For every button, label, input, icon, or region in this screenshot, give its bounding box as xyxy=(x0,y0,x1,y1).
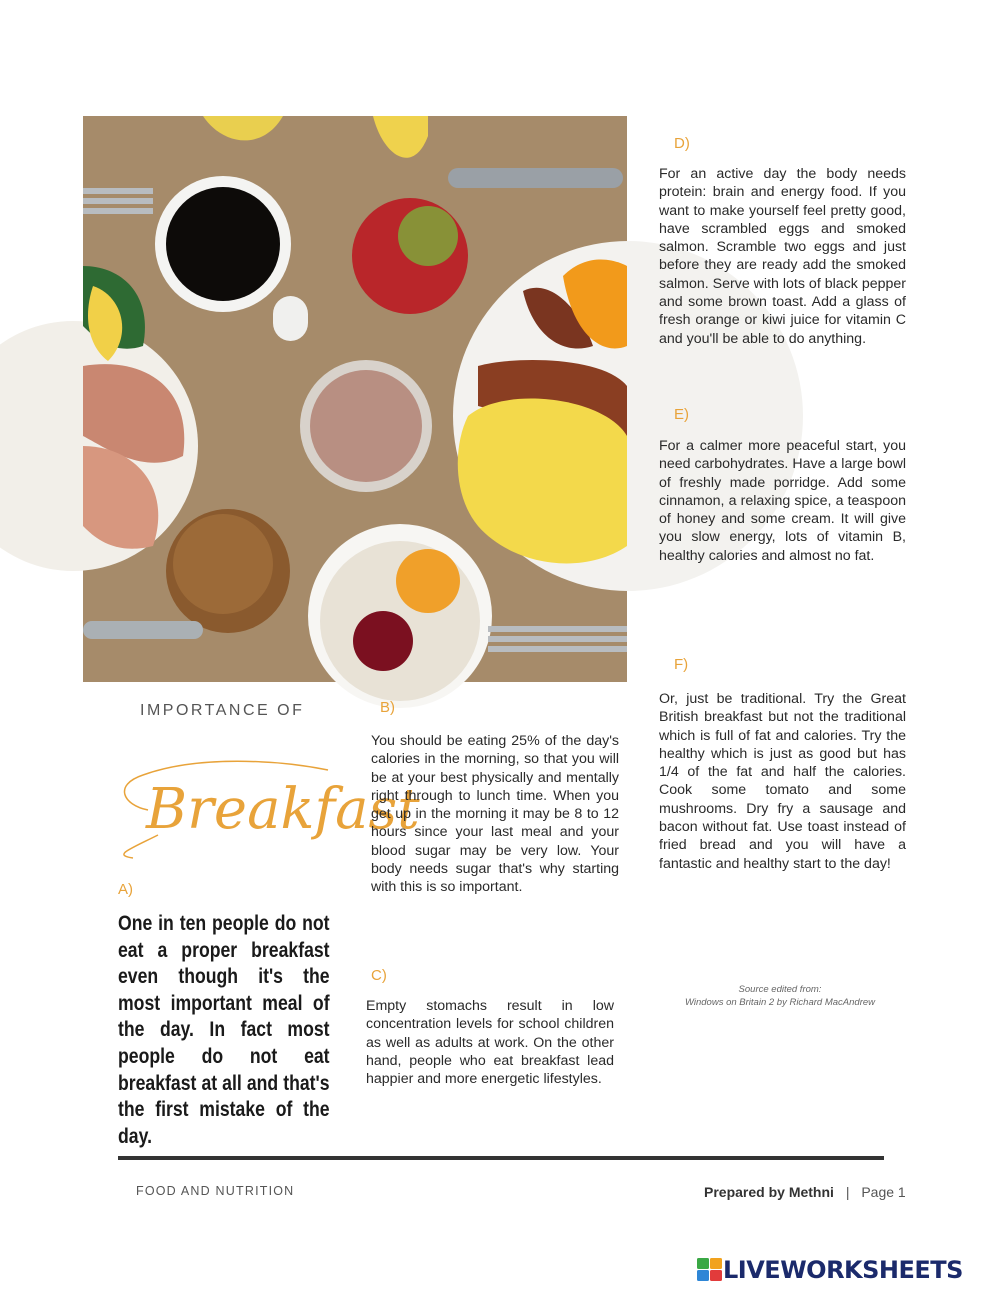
breakfast-script-title xyxy=(118,730,420,860)
section-e-label: E) xyxy=(674,406,689,423)
heading-importance-of: IMPORTANCE OF xyxy=(140,702,305,719)
section-f-label: F) xyxy=(674,656,689,673)
liveworksheets-text: LIVEWORKSHEETS xyxy=(723,1256,963,1284)
footer-separator: | xyxy=(845,1184,850,1200)
source-credit xyxy=(655,983,905,1009)
footer-divider xyxy=(118,1156,884,1160)
footer-prepared-by: Prepared by Methni xyxy=(704,1184,834,1200)
section-f-text: Or, just be traditional. Try the Great British breakfast but not the traditional which is full of fat and calories. Try the healthy which is just as good but has 1/4 of the fat and half the calories. Cook some tomato and some mushrooms. Dry fry a sausage and bacon without fat. Use toast instead of fried bread and you will have a fantastic and healthy start to the day! xyxy=(659,691,906,872)
footer-page-info xyxy=(704,1184,906,1200)
footer-subject: FOOD AND NUTRITION xyxy=(136,1184,295,1198)
section-c-text: Empty stomachs result in low concentration levels for school children as well as adults at work. On the other hand, people who eat breakfast lead happier and more energetic lifestyles. xyxy=(366,998,614,1088)
section-a-text: One in ten people do not eat a proper breakfast even though it's the most important meal of the day. In fact most people do not eat breakfast at all and that's the first mistake of the day. xyxy=(118,911,330,1148)
liveworksheets-brand[interactable] xyxy=(697,1255,963,1285)
section-a xyxy=(118,910,330,1149)
breakfast-photo xyxy=(83,116,627,682)
section-d-text: For an active day the body needs protein: brain and energy food. If you want to make yourself feel pretty good, have scrambled eggs and smoked salmon. Scramble two eggs and just before they are ready add the smoked salmon. Serve with lots of black pepper and some brown toast. Add a glass of fresh orange or kiwi juice for vitamin C and you'll be able to do anything. xyxy=(659,166,906,347)
breakfast-script-text: Breakfast xyxy=(146,777,420,842)
footer-page-number: Page 1 xyxy=(861,1184,906,1200)
source-line-2: Windows on Britain 2 by Richard MacAndrew xyxy=(685,997,875,1008)
liveworksheets-logo-icon xyxy=(697,1258,723,1282)
section-c-label: C) xyxy=(371,967,387,984)
section-e-text: For a calmer more peaceful start, you need carbohydrates. Have a large bowl of freshly made porridge. Add some cinnamon, a relaxing spice, a teaspoon of honey and some cream. It will give you slow energy, lots of vitamin B, healthy calories and almost no fat. xyxy=(659,438,906,564)
section-b-text: You should be eating 25% of the day's calories in the morning, so that you will be at your best physically and mentally right through to lunch time. When you get up in the morning it may be 8 to 12 hours since your last meal and your blood sugar may be very low. Your body needs sugar that's why starting with this is so important. xyxy=(371,733,619,896)
section-d-label: D) xyxy=(674,135,690,152)
source-line-1: Source edited from: xyxy=(738,984,822,995)
section-b-label: B) xyxy=(380,699,395,716)
section-a-label: A) xyxy=(118,881,133,898)
